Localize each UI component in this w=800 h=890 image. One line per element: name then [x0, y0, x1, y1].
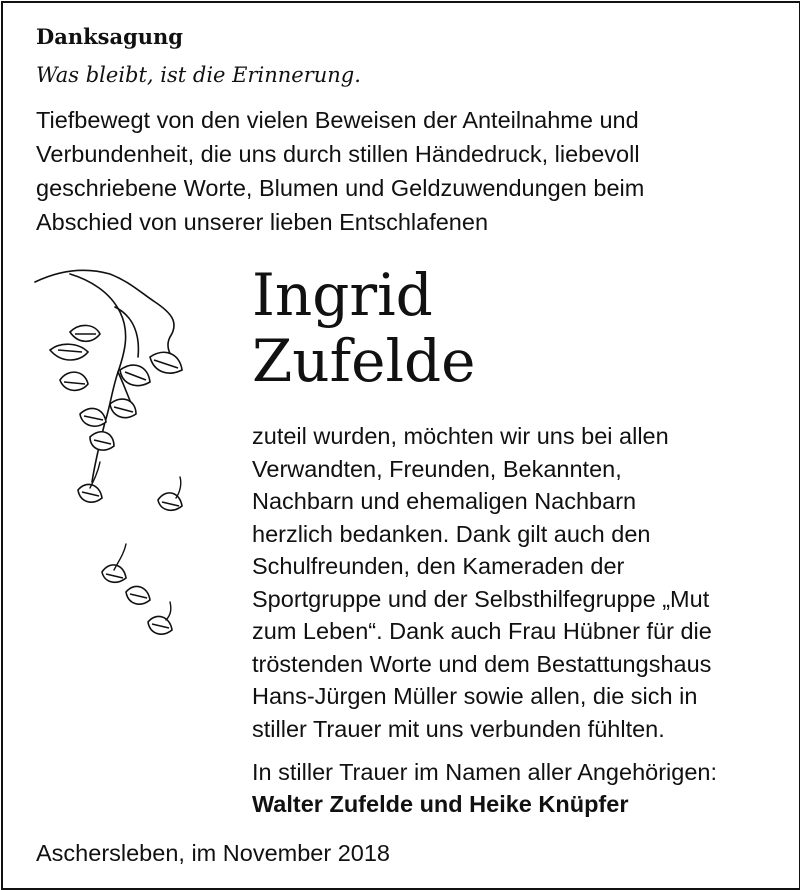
deceased-first-name: Ingrid: [252, 261, 433, 329]
thanks-line: zuteil wurden, möchten wir uns bei allen: [252, 423, 669, 449]
intro-line: Tiefbewegt von den vielen Beweisen der Anteilnahme und: [36, 107, 639, 133]
thanks-line: Hans-Jürgen Müller sowie allen, die sich in: [252, 683, 698, 709]
thanks-line: herzlich bedanken. Dank gilt auch den: [252, 520, 651, 547]
intro-line: Abschied von unserer lieben Entschlafenen: [36, 209, 489, 235]
thanks-line: tröstenden Worte und dem Bestattungshaus: [252, 650, 712, 677]
thanks-paragraph: [252, 420, 792, 745]
thanks-line: Nachbarn und ehemaligen Nachbarn: [252, 488, 637, 514]
thanks-line: zum Leben“. Dank auch Frau Hübner für die: [252, 618, 712, 644]
notice-motto: Was bleibt, ist die Erinnerung.: [36, 63, 361, 87]
signers: Walter Zufelde und Heike Knüpfer: [252, 791, 629, 817]
deceased-name: [252, 262, 475, 394]
falling-leaves-icon: [30, 262, 225, 647]
closing-block: [252, 756, 717, 820]
deceased-last-name: Zufelde: [252, 327, 476, 395]
thanks-line: Schulfreunden, den Kameraden der: [252, 553, 625, 579]
intro-paragraph: [36, 103, 776, 239]
thanks-line: Sportgruppe und der Selbsthilfegruppe „Mut: [252, 585, 710, 612]
notice-heading: Danksagung: [36, 24, 183, 49]
thanks-line: stiller Trauer mit uns verbunden fühlten.: [252, 715, 665, 742]
intro-line: geschriebene Worte, Blumen und Geldzuwendungen beim: [36, 175, 645, 201]
thanks-line: Verwandten, Freunden, Bekannten,: [252, 455, 622, 482]
place-date: Aschersleben, im November 2018: [36, 840, 390, 866]
closing-line: In stiller Trauer im Namen aller Angehörigen:: [252, 759, 717, 785]
intro-line: Verbundenheit, die uns durch stillen Händedruck, liebevoll: [36, 141, 640, 167]
